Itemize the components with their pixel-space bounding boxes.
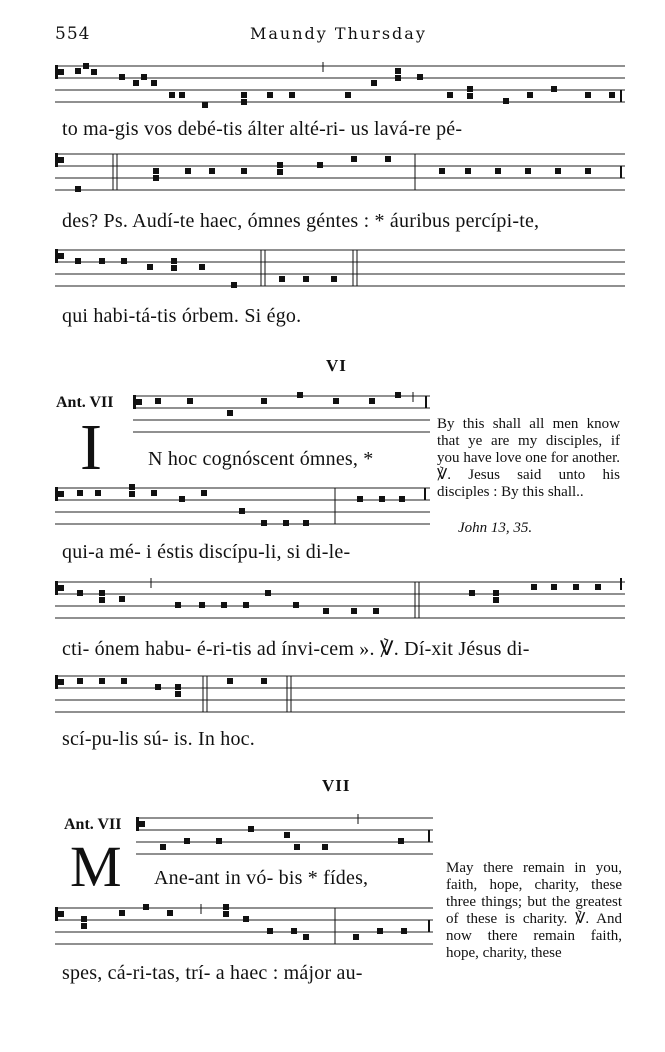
translation-antiphon-vi (437, 416, 620, 501)
translation-text-vi: By this shall all men know that ye are my disciples, if you have love one for another. ℣. Jesus said unto his disciples : By this shall.. (437, 416, 620, 500)
lyric-line-5: qui-a mé- i éstis discípu-li, si di-le- (62, 541, 351, 563)
antiphon-number-vii: VII (322, 776, 351, 795)
chant-staff-6 (55, 578, 625, 626)
scripture-reference: John 13, 35. (458, 520, 533, 536)
translation-text-vii: May there remain in you, faith, hope, charity, these three things; but the greatest of these is charity. ℣. And now there remain faith, hope, charity, these (446, 860, 622, 961)
lyric-line-7: scí-pu-lis sú- is. In hoc. (62, 728, 255, 750)
chant-staff-8 (136, 814, 433, 862)
initial-letter-m: M (70, 834, 122, 899)
antiphon-mode-label-vii: Ant. VII (64, 816, 122, 833)
chant-staff-5 (55, 484, 430, 532)
chant-staff-3 (55, 246, 625, 294)
lyric-line-1: to ma-gis vos debé-tis álter alté-ri- us lavá-re pé- (62, 118, 463, 140)
lyric-line-8: Ane-ant in vó- bis * fídes, (154, 867, 369, 889)
chant-staff-9 (55, 904, 433, 952)
lyric-line-6: cti- ónem habu- é-ri-tis ad ínvi-cem ». ℣. Dí-xit Jésus di- (62, 638, 530, 660)
lyric-line-9: spes, cá-ri-tas, trí- a haec : májor au- (62, 962, 363, 984)
antiphon-number-vi: VI (326, 356, 347, 375)
translation-antiphon-vii (446, 860, 622, 962)
chant-staff-4 (133, 392, 430, 440)
lyric-line-2: des? Ps. Audí-te haec, ómnes géntes : * áuribus percípi-te, (62, 210, 540, 232)
page-number: 554 (55, 24, 91, 44)
chant-staff-1 (55, 62, 625, 110)
running-title: Maundy Thursday (250, 24, 427, 43)
initial-letter-i: I (80, 411, 102, 484)
lyric-line-4: N hoc cognóscent ómnes, * (148, 448, 374, 470)
chant-staff-7 (55, 672, 625, 720)
antiphon-mode-label-vi: Ant. VII (56, 394, 114, 411)
lyric-line-3: qui habi-tá-tis órbem. Si égo. (62, 305, 302, 327)
chant-staff-2 (55, 150, 625, 198)
